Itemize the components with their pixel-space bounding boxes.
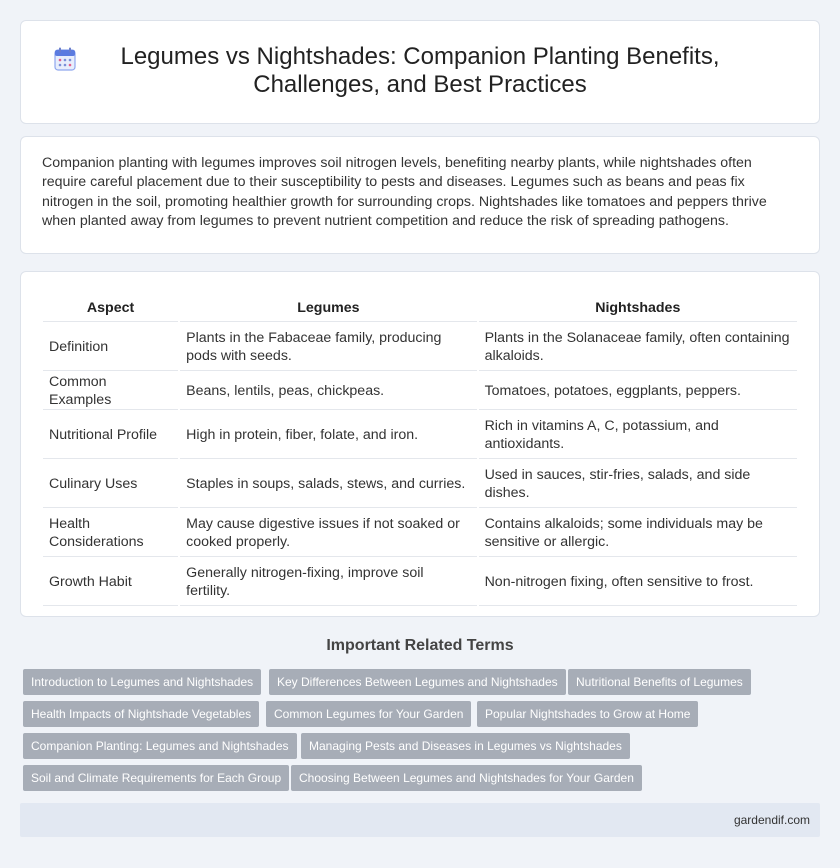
table-row [43, 324, 797, 371]
related-tag[interactable]: Soil and Climate Requirements for Each Group [23, 765, 289, 791]
table-header-row [43, 294, 797, 322]
column-header-aspect: Aspect [43, 294, 178, 322]
calendar-icon [54, 47, 76, 71]
table-cell-legumes: Generally nitrogen-fixing, improve soil fertility. [180, 559, 476, 606]
intro-card [20, 136, 820, 254]
table-row [43, 461, 797, 508]
column-header-nightshades: Nightshades [479, 294, 797, 322]
table-row [43, 559, 797, 606]
table-cell-legumes: May cause digestive issues if not soaked or cooked properly. [180, 510, 476, 557]
related-tag[interactable]: Nutritional Benefits of Legumes [568, 669, 751, 695]
table-cell-aspect: Nutritional Profile [43, 412, 178, 459]
intro-paragraph: Companion planting with legumes improves soil nitrogen levels, benefiting nearby plants, while nightshades often require careful placement due to their susceptibility to pests and diseases. Legumes such as beans and peas fix nitrogen in the soil, promoting healthier growth for surrounding crops. Nightshades like tomatoes and peppers thrive when planted away from legumes to prevent nutrient competition and reduce the risk of spreading pathogens. [42, 155, 767, 230]
page-title: Legumes vs Nightshades: Companion Planting Benefits, Challenges, and Best Practices [120, 43, 720, 98]
table-cell-nightshades: Contains alkaloids; some individuals may be sensitive or allergic. [479, 510, 797, 557]
column-header-legumes: Legumes [180, 294, 476, 322]
table-row [43, 412, 797, 459]
comparison-table-card [20, 271, 820, 617]
table-cell-legumes: Plants in the Fabaceae family, producing pods with seeds. [180, 324, 476, 371]
related-tag[interactable]: Common Legumes for Your Garden [266, 701, 471, 727]
header-card [20, 20, 820, 124]
table-cell-nightshades: Used in sauces, stir-fries, salads, and side dishes. [479, 461, 797, 508]
table-cell-aspect: Culinary Uses [43, 461, 178, 508]
related-tag[interactable]: Managing Pests and Diseases in Legumes vs Nightshades [301, 733, 630, 759]
related-tag[interactable]: Health Impacts of Nightshade Vegetables [23, 701, 259, 727]
footer [20, 803, 820, 837]
comparison-table [41, 292, 799, 608]
related-tag[interactable]: Companion Planting: Legumes and Nightshades [23, 733, 297, 759]
related-tag[interactable]: Key Differences Between Legumes and Nightshades [269, 669, 566, 695]
table-cell-aspect: Definition [43, 324, 178, 371]
related-terms-heading: Important Related Terms [326, 637, 514, 654]
table-row [43, 510, 797, 557]
table-cell-legumes: High in protein, fiber, folate, and iron. [180, 412, 476, 459]
table-cell-aspect: Health Considerations [43, 510, 178, 557]
table-cell-legumes: Beans, lentils, peas, chickpeas. [180, 373, 476, 410]
table-cell-nightshades: Non-nitrogen fixing, often sensitive to frost. [479, 559, 797, 606]
footer-site-link[interactable]: gardendif.com [733, 813, 810, 827]
table-cell-nightshades: Rich in vitamins A, C, potassium, and antioxidants. [479, 412, 797, 459]
related-tag[interactable]: Choosing Between Legumes and Nightshades for Your Garden [291, 765, 642, 791]
table-cell-nightshades: Plants in the Solanaceae family, often containing alkaloids. [479, 324, 797, 371]
table-row [43, 373, 797, 410]
table-cell-legumes: Staples in soups, salads, stews, and curries. [180, 461, 476, 508]
table-cell-nightshades: Tomatoes, potatoes, eggplants, peppers. [479, 373, 797, 410]
table-cell-aspect: Growth Habit [43, 559, 178, 606]
table-cell-aspect: Common Examples [43, 373, 178, 410]
related-tag[interactable]: Popular Nightshades to Grow at Home [477, 701, 698, 727]
related-tag[interactable]: Introduction to Legumes and Nightshades [23, 669, 261, 695]
